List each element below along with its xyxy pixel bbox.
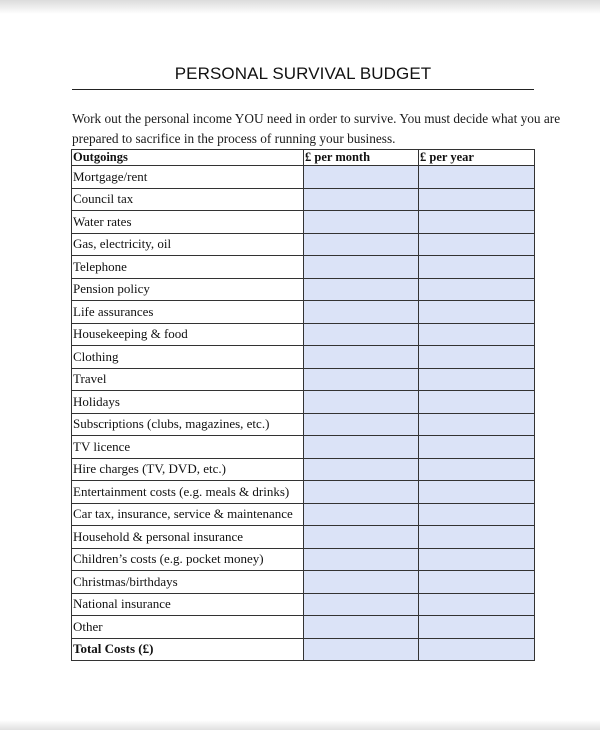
- per-month-field[interactable]: [304, 256, 419, 279]
- per-month-field[interactable]: [304, 323, 419, 346]
- per-year-field[interactable]: [419, 526, 535, 549]
- table-row: [72, 571, 535, 594]
- table-row: [72, 481, 535, 504]
- per-year-field[interactable]: [419, 278, 535, 301]
- per-year-field[interactable]: [419, 391, 535, 414]
- page-title: PERSONAL SURVIVAL BUDGET: [174, 64, 432, 83]
- header-per-year: £ per year: [419, 150, 535, 166]
- outgoing-label: Other: [72, 616, 304, 639]
- outgoing-label: Mortgage/rent: [72, 166, 304, 189]
- table-row: [72, 368, 535, 391]
- per-year-field[interactable]: [419, 548, 535, 571]
- budget-table: [71, 149, 535, 661]
- per-year-field[interactable]: [419, 481, 535, 504]
- per-month-field[interactable]: [304, 391, 419, 414]
- per-month-field[interactable]: [304, 233, 419, 256]
- per-year-field[interactable]: [419, 166, 535, 189]
- table-row: [72, 278, 535, 301]
- per-month-field[interactable]: [304, 526, 419, 549]
- per-month-field[interactable]: [304, 368, 419, 391]
- per-year-field[interactable]: [419, 188, 535, 211]
- header-outgoings: Outgoings: [72, 150, 304, 166]
- title-underline: [72, 89, 534, 90]
- outgoing-label: Holidays: [72, 391, 304, 414]
- per-month-field[interactable]: [304, 346, 419, 369]
- table-row: [72, 188, 535, 211]
- per-month-field[interactable]: [304, 211, 419, 234]
- per-year-field[interactable]: [419, 503, 535, 526]
- header-per-month: £ per month: [304, 150, 419, 166]
- outgoing-label: TV licence: [72, 436, 304, 459]
- table-row: [72, 256, 535, 279]
- per-year-field[interactable]: [419, 436, 535, 459]
- per-year-field[interactable]: [419, 346, 535, 369]
- table-row: [72, 166, 535, 189]
- table-header-row: [72, 150, 535, 166]
- intro-paragraph: [72, 109, 561, 149]
- per-month-field[interactable]: [304, 481, 419, 504]
- intro-line: Work out the personal income YOU need in order to survive. You must decide what you are: [72, 111, 561, 126]
- table-row: [72, 413, 535, 436]
- outgoing-label: Gas, electricity, oil: [72, 233, 304, 256]
- table-row: [72, 301, 535, 324]
- outgoing-label: Water rates: [72, 211, 304, 234]
- per-year-field[interactable]: [419, 593, 535, 616]
- outgoing-label: Subscriptions (clubs, magazines, etc.): [72, 413, 304, 436]
- outgoing-label: National insurance: [72, 593, 304, 616]
- per-year-field[interactable]: [419, 211, 535, 234]
- table-row: [72, 593, 535, 616]
- per-month-field[interactable]: [304, 458, 419, 481]
- outgoing-label: Christmas/birthdays: [72, 571, 304, 594]
- per-year-field[interactable]: [419, 323, 535, 346]
- table-row: [72, 526, 535, 549]
- per-year-field[interactable]: [419, 413, 535, 436]
- per-year-field[interactable]: [419, 616, 535, 639]
- per-month-field[interactable]: [304, 166, 419, 189]
- outgoing-label: Telephone: [72, 256, 304, 279]
- page-bottom-shadow: [0, 720, 600, 730]
- table-row: [72, 391, 535, 414]
- per-month-field[interactable]: [304, 571, 419, 594]
- outgoing-label: Car tax, insurance, service & maintenance: [72, 503, 304, 526]
- per-month-field[interactable]: [304, 188, 419, 211]
- outgoing-label: Clothing: [72, 346, 304, 369]
- total-per-year-field[interactable]: [419, 638, 535, 661]
- per-month-field[interactable]: [304, 616, 419, 639]
- table-row: [72, 233, 535, 256]
- per-month-field[interactable]: [304, 301, 419, 324]
- table-row: [72, 503, 535, 526]
- per-year-field[interactable]: [419, 368, 535, 391]
- total-per-month-field[interactable]: [304, 638, 419, 661]
- per-month-field[interactable]: [304, 436, 419, 459]
- per-month-field[interactable]: [304, 278, 419, 301]
- table-row: [72, 211, 535, 234]
- outgoing-label: Household & personal insurance: [72, 526, 304, 549]
- per-year-field[interactable]: [419, 571, 535, 594]
- per-year-field[interactable]: [419, 301, 535, 324]
- outgoing-label: Council tax: [72, 188, 304, 211]
- outgoing-label: Pension policy: [72, 278, 304, 301]
- per-year-field[interactable]: [419, 233, 535, 256]
- intro-line: prepared to sacrifice in the process of running your business.: [72, 131, 396, 146]
- table-row: [72, 616, 535, 639]
- per-year-field[interactable]: [419, 458, 535, 481]
- outgoing-label: Entertainment costs (e.g. meals & drinks): [72, 481, 304, 504]
- table-row: [72, 346, 535, 369]
- outgoing-label: Children’s costs (e.g. pocket money): [72, 548, 304, 571]
- outgoing-label: Hire charges (TV, DVD, etc.): [72, 458, 304, 481]
- total-costs-label: Total Costs (£): [72, 638, 304, 661]
- table-row: [72, 548, 535, 571]
- page-top-shadow: [0, 0, 600, 14]
- table-row: [72, 323, 535, 346]
- per-month-field[interactable]: [304, 593, 419, 616]
- table-row: [72, 458, 535, 481]
- table-row: [72, 436, 535, 459]
- outgoing-label: Life assurances: [72, 301, 304, 324]
- per-month-field[interactable]: [304, 413, 419, 436]
- per-month-field[interactable]: [304, 503, 419, 526]
- total-row: [72, 638, 535, 661]
- outgoing-label: Housekeeping & food: [72, 323, 304, 346]
- budget-table-body: [72, 166, 535, 661]
- per-month-field[interactable]: [304, 548, 419, 571]
- per-year-field[interactable]: [419, 256, 535, 279]
- outgoing-label: Travel: [72, 368, 304, 391]
